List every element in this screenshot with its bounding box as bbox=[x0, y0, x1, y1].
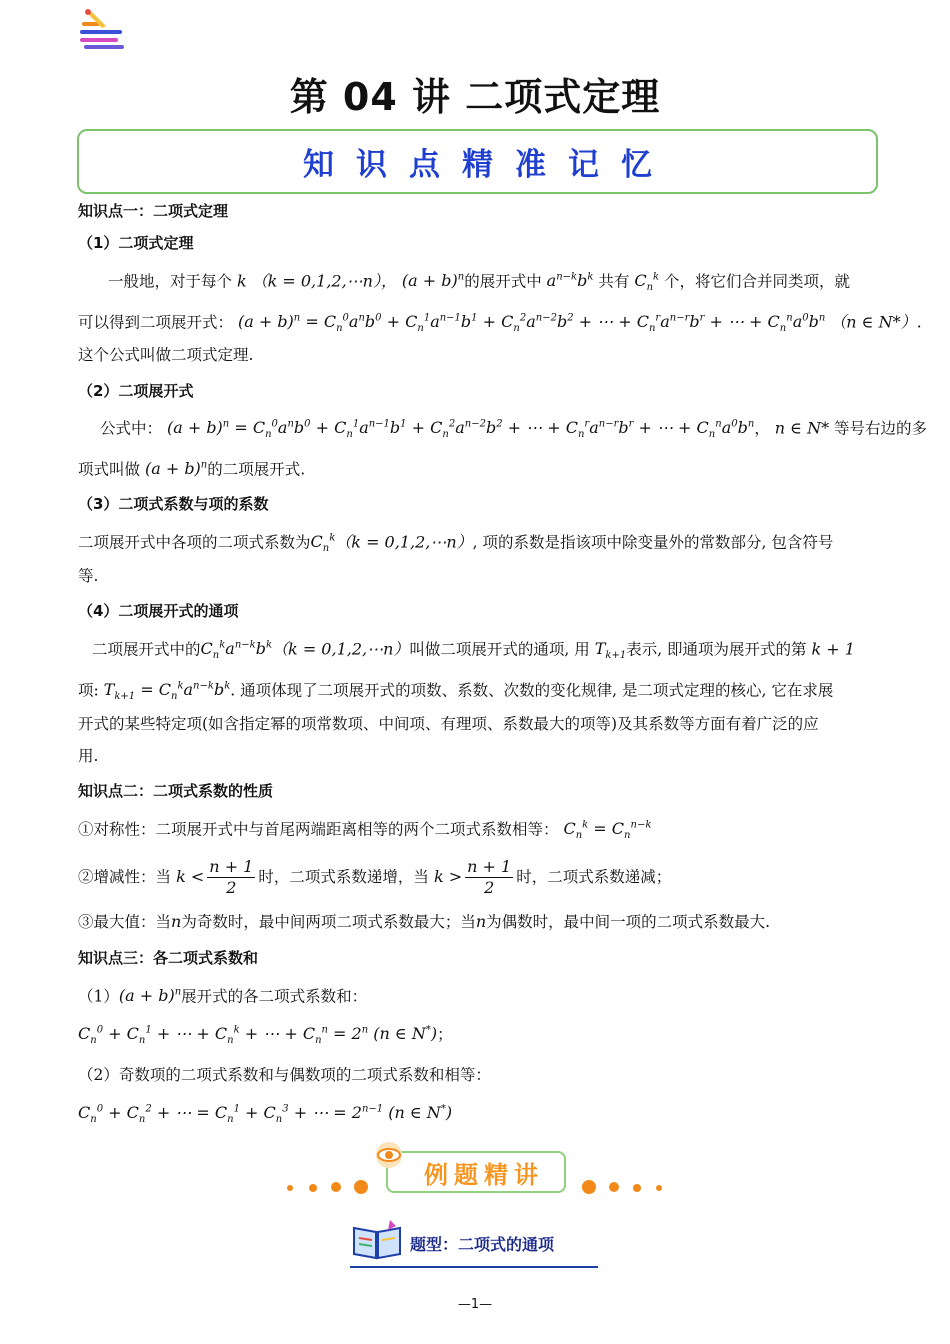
page-number: —1— bbox=[457, 1297, 493, 1312]
paragraph-line: ③最大值：当n为奇数时，最中间两项二项式系数最大；当n为偶数时，最中间一项的二项式系数最大. bbox=[78, 912, 771, 931]
paragraph-line: 等. bbox=[78, 567, 99, 585]
section-banner bbox=[77, 129, 878, 194]
topic-underline bbox=[350, 1266, 598, 1268]
sub-heading-4: （4）二项展开式的通项 bbox=[78, 602, 239, 620]
paragraph-line: （2）奇数项的二项式系数和与偶数项的二项式系数和相等： bbox=[78, 1066, 491, 1084]
paragraph-line: 这个公式叫做二项式定理. bbox=[78, 346, 254, 364]
paragraph-line: 二项展开式中的$C_n^ka^{n-k}b^k(k$ = 0,1,2,⋯n）叫做二项展开式的通项, 用 $T_{k+1}$表示, 即通项为展开式的第 k + 1 bbox=[92, 639, 855, 662]
paragraph-line: 开式的某些特定项(如含指定幂的项常数项、中间项、有理项、系数最大的项等)及其系数等方面有着广泛的应 bbox=[78, 715, 819, 733]
paragraph-line: ②增减性：当 k < $\frac{n + 1}{2}$ 时，二项式系数递增，当 k > $\frac{n + 1}{2}$ 时，二项式系数递减； bbox=[78, 856, 672, 897]
formula-line: $C_n^0 + C_n^2$ + ⋯ = $C_n^1 + C_n^3$ + ⋯ = $2^{n-1}$ (n ∈ N*) bbox=[78, 1103, 453, 1126]
paragraph-line: 二项展开式中各项的二项式系数为$C_n^k(k$ = 0,1,2,⋯n）, 项的系数是指该项中除变量外的常数部分, 包含符号 bbox=[78, 532, 834, 555]
banner-text: 知识点精准记忆 bbox=[303, 147, 674, 183]
paragraph-line: 一般地，对于每个 k （k = 0,1,2,⋯n）， $(a + b)^n$的展开式中 $a^{n-k}b^k$ 共有 $C_n^k$ 个，将它们合并同类项，就 bbox=[108, 271, 851, 294]
paragraph-line: 可以得到二项展开式： $(a + b)^n = C_n^0a^nb^0 + C_n^1a^{n-1}b^1 + C_n^2a^{n-2}b^2$ + ⋯ + $C_n^ra^{n-r}b^r$ + ⋯ + $C_n^na^0b^n$ （n ∈ N*）. bbox=[78, 312, 922, 335]
sub-heading-3: （3）二项式系数与项的系数 bbox=[78, 495, 269, 513]
example-banner bbox=[386, 1151, 566, 1193]
paragraph-line: 公式中： $(a + b)^n = C_n^0a^nb^0 + C_n^1a^{n-1}b^1 + C_n^2a^{n-2}b^2$ + ⋯ + $C_n^ra^{n-r}b^r$ + ⋯ + $C_n^na^0b^n$， n ∈ N* 等号右边的多 bbox=[100, 418, 928, 441]
eye-icon bbox=[372, 1141, 406, 1173]
sub-heading-2: （2）二项展开式 bbox=[78, 382, 194, 400]
example-label: 例题精讲 bbox=[424, 1160, 544, 1189]
sub-heading-1: （1）二项式定理 bbox=[78, 234, 194, 252]
logo-icon bbox=[78, 8, 128, 54]
formula-line: $C_n^0 + C_n^1$ + ⋯ + $C_n^k$ + ⋯ + $C_n^n = 2^n$ (n ∈ N*)； bbox=[78, 1024, 453, 1047]
page-title: 第 04 讲 二项式定理 bbox=[289, 75, 661, 119]
book-icon bbox=[350, 1218, 404, 1266]
section-heading-2: 知识点二：二项式系数的性质 bbox=[78, 782, 274, 800]
section-heading-1: 知识点一：二项式定理 bbox=[78, 202, 229, 220]
paragraph-line: 用. bbox=[78, 747, 99, 765]
paragraph-line: ①对称性：二项展开式中与首尾两端距离相等的两个二项式系数相等： $C_n^k = C_n^{n-k}$ bbox=[78, 819, 652, 842]
paragraph-line: 项: $T_{k+1} = C_n^ka^{n-k}b^k$. 通项体现了二项展开式的项数、系数、次数的变化规律, 是二项式定理的核心, 它在求展 bbox=[78, 680, 834, 703]
paragraph-line: $(1)(a + b)^n$展开式的各二项式系数和： bbox=[78, 986, 368, 1006]
topic-title: 题型：二项式的通项 bbox=[410, 1235, 555, 1254]
section-heading-3: 知识点三：各二项式系数和 bbox=[78, 949, 259, 967]
paragraph-line: 项式叫做 $(a + b)^n$的二项展开式. bbox=[78, 459, 306, 479]
